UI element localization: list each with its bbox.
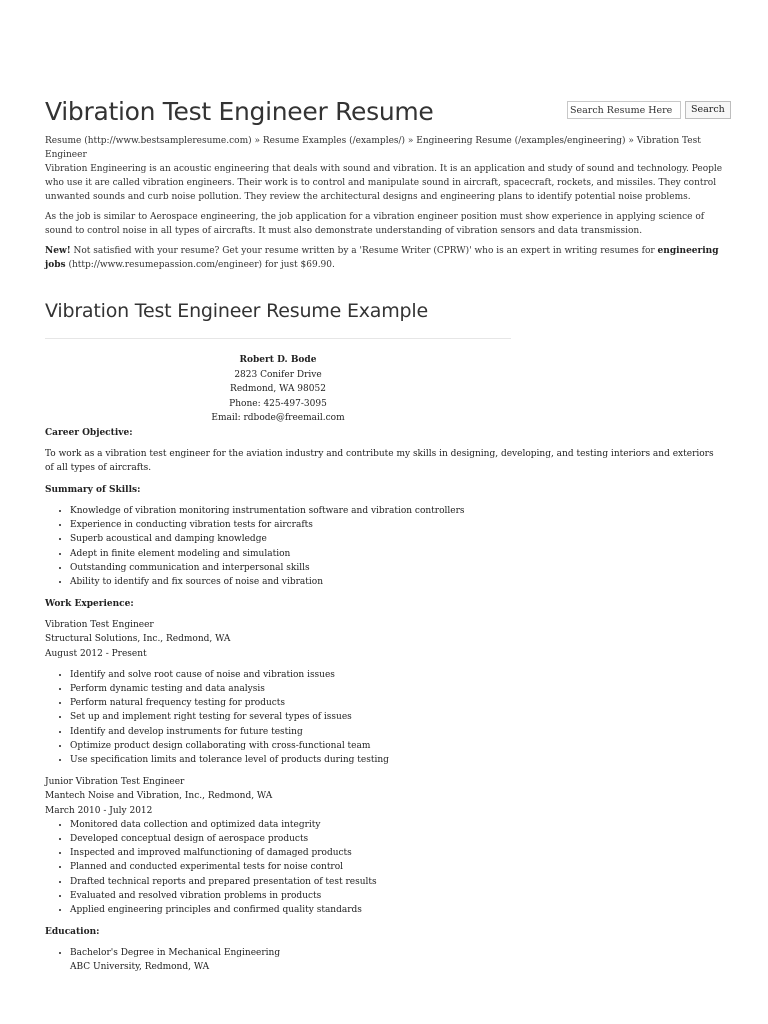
list-item: • Optimize product design collaborating with cross-functional team [70,739,723,753]
school: ABC University, Redmond, WA [70,962,210,973]
address-line-2: Redmond, WA 98052 [230,384,326,394]
intro-paragraph: Vibration Engineering is an acoustic engineering that deals with sound and vibration. It is an application and study of sound and technology. People who use it are called vibration engineers. Their work is to control and manipulate sound in aircraft, spacecraft, rockets, and missiles. They control unwanted sounds and curb noise pollution. They review the architectural designs and engineering plans to identify potential noise problems. [45,164,723,202]
list-item: • Drafted technical reports and prepared presentation of test results [70,875,723,889]
job-dates: March 2010 - July 2012 [45,805,153,816]
list-item: • Evaluated and resolved vibration problems in products [70,889,723,903]
job-title: Junior Vibration Test Engineer [45,777,185,788]
address-line-1: 2823 Conifer Drive [234,369,322,380]
email: Email: rdbode@freemail.com [211,413,345,423]
resume-name: Robert D. Bode [239,355,317,365]
career-objective-label: Career Objective: [45,427,133,438]
breadcrumb-resume[interactable]: Resume (http://www.bestsampleresume.com) [45,136,252,146]
education-label: Education: [45,927,100,938]
list-item: • Inspected and improved malfunctioning of damaged products [70,846,723,860]
contact-block [45,353,511,426]
promo-new-label: New! [45,246,71,256]
skills-label: Summary of Skills: [45,484,141,495]
breadcrumb-resume-examples[interactable]: Resume Examples (/examples/) [262,136,406,146]
breadcrumb-separator: » [251,136,263,146]
degree: Bachelor's Degree in Mechanical Engineering [70,948,281,959]
list-item [70,946,723,974]
list-item: • Outstanding communication and interpersonal skills [70,561,723,575]
list-item: • Perform dynamic testing and data analysis [70,682,723,696]
list-item: • Applied engineering principles and confirmed quality standards [70,903,723,917]
list-item: • Use specification limits and tolerance level of products during testing [70,753,723,767]
list-item: • Identify and solve root cause of noise and vibration issues [70,668,723,682]
promo-paragraph [45,244,723,272]
career-objective-text: To work as a vibration test engineer for the aviation industry and contribute my skills in designing, developing, and testing interiors and exteriors of all types of aircrafts. [45,448,714,473]
page-content [45,92,723,975]
promo-text: Not satisfied with your resume? Get your resume written by a 'Resume Writer (CPRW)' who is an expert in writing resumes for [70,246,658,256]
breadcrumb-separator: » [625,136,637,146]
job-dates: August 2012 - Present [45,648,147,659]
phone: Phone: 425-497-3095 [229,398,327,409]
list-item: • Identify and develop instruments for future testing [70,725,723,739]
page-title: Vibration Test Engineer Resume [45,97,434,126]
breadcrumb-engineering-resume[interactable]: Engineering Resume (/examples/engineering) [416,136,626,146]
intro-paragraph: As the job is similar to Aerospace engineering, the job application for a vibration engineer position must show experience in applying science of sound to control noise in all types of aircrafts. It must also demonstrate understanding of vibration sensors and data transmission. [45,212,705,236]
list-item: • Monitored data collection and optimized data integrity [70,818,723,832]
job-company: Mantech Noise and Vibration, Inc., Redmond, WA [45,791,273,802]
search-button[interactable]: Search [685,101,731,119]
skills-list [45,504,723,589]
search-input[interactable] [567,101,681,119]
work-experience-label: Work Experience: [45,599,134,610]
job-duties-list [45,818,723,917]
breadcrumb-current: Vibration Test Engineer [45,136,701,160]
job-company: Structural Solutions, Inc., Redmond, WA [45,634,231,645]
list-item: • Ability to identify and fix sources of noise and vibration [70,575,723,589]
education-list [45,946,723,974]
breadcrumb-separator: » [405,136,417,146]
title-row [45,92,723,132]
list-item: • Set up and implement right testing for several types of issues [70,710,723,724]
engineering-jobs-link-label: engineering jobs [45,246,719,270]
job-title: Vibration Test Engineer [45,620,154,631]
list-item: • Superb acoustical and damping knowledge [70,532,723,546]
list-item: • Adept in finite element modeling and simulation [70,547,723,561]
job-duties-list [45,668,723,767]
breadcrumb [45,134,723,162]
search-box [567,101,731,119]
promo-tail: (http://www.resumepassion.com/engineer) for just $69.90. [65,260,335,270]
example-heading: Vibration Test Engineer Resume Example [45,300,428,322]
divider [45,338,511,339]
list-item: • Developed conceptual design of aerospace products [70,832,723,846]
list-item: • Planned and conducted experimental tests for noise control [70,860,723,874]
list-item: • Perform natural frequency testing for products [70,696,723,710]
list-item: • Experience in conducting vibration tests for aircrafts [70,518,723,532]
list-item: • Knowledge of vibration monitoring instrumentation software and vibration controllers [70,504,723,518]
